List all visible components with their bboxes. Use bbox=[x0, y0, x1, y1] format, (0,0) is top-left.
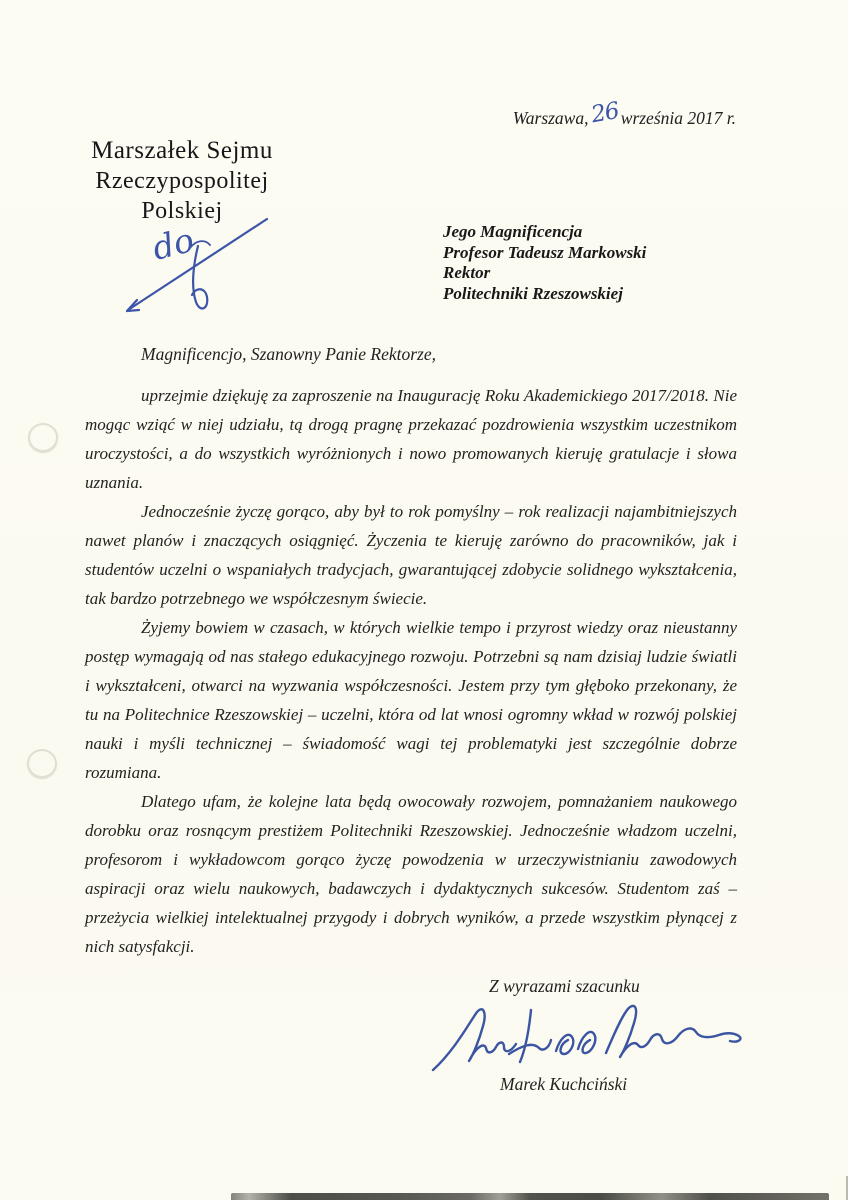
letter-paragraph-1: uprzejmie dziękuję za zaproszenie na Inaugurację Roku Akademickiego 2017/2018. Nie mogąc wziąć w niej udziału, tą drogą pragnę przekazać pozdrowienia wszystkim uczestnikom uroczystości, a do wszystkich wyróżnionych i nowo promowanych kieruję gratulacje i słowa uznania. bbox=[85, 386, 737, 492]
handwritten-day-number: 26 bbox=[589, 97, 622, 129]
hole-punch-mark-top bbox=[27, 422, 60, 454]
letter-body bbox=[85, 381, 737, 961]
annotation-arrow-head bbox=[127, 300, 139, 311]
scanner-edge-artifact bbox=[231, 1193, 829, 1200]
letterhead-subtitle: Rzeczypospolitej Polskiej bbox=[95, 168, 269, 224]
recipient-name: Profesor Tadeusz Markowski bbox=[443, 242, 647, 262]
letter-paragraph-4: Dlatego ufam, że kolejne lata będą owocowały rozwojem, pomnażaniem naukowego dorobku oraz rosnącym prestiżem Politechniki Rzeszowskiej. Jednocześnie władzom uczelni, profesorom i wykładowcom gorąco życzę powodzenia w urzeczywistnianiu zawodowych aspiracji oraz wielu naukowych, badawczych i dydaktycznych sukcesów. Studentom zaś – przeżycia wielkiej intelektualnej przygody i dobrych wyników, a przede wszystkim płynącej z nich satysfakcji. bbox=[85, 792, 737, 956]
recipient-institution: Politechniki Rzeszowskiej bbox=[443, 283, 623, 303]
date-rest: września 2017 r. bbox=[620, 108, 736, 128]
letter-paragraph-2: Jednocześnie życzę gorąco, aby był to rok pomyślny – rok realizacji najambitniejszych nawet planów i znaczących osiągnięć. Życzenia te kieruję zarówno do pracowników, jak i studentów uczelni o wspaniałych tradycjach, gwarantującej zdobycie solidnego wykształcenia, tak bardzo potrzebnego we współczesnym świecie. bbox=[85, 502, 737, 608]
date-line bbox=[512, 97, 736, 130]
letter-paragraph-3: Żyjemy bowiem w czasach, w których wielkie tempo i przyrost wiedzy oraz nieustanny postęp wymagają od nas stałego edukacyjnego rozwoju. Potrzebni są nam dzisiaj ludzie światli i wykształceni, otwarci na wyzwania współczesności. Jestem przy tym głęboko przekonany, że tu na Politechnice Rzeszowskiej – uczelni, która od lat wnosi ogromny wkład w rozwój polskiej nauki i myśli technicznej – świadomość wagi tej problematyki jest szczególnie dobrze rozumiana. bbox=[85, 618, 737, 782]
valediction: Z wyrazami szacunku bbox=[489, 976, 640, 996]
letterhead bbox=[62, 136, 302, 226]
letterhead-title: Marszałek Sejmu bbox=[91, 137, 273, 164]
recipient-honorific: Jego Magnificencja bbox=[443, 222, 583, 241]
handwritten-do-annotation bbox=[112, 214, 382, 324]
date-city: Warszawa, bbox=[512, 108, 589, 128]
recipient-title: Rektor bbox=[443, 263, 491, 282]
recipient-block bbox=[443, 222, 646, 304]
signature-autograph bbox=[425, 998, 755, 1080]
salutation: Magnificencjo, Szanowny Panie Rektorze, bbox=[141, 344, 436, 364]
annotation-handwritten-text: do bbox=[148, 220, 198, 268]
signer-name: Marek Kuchciński bbox=[500, 1074, 628, 1094]
hole-punch-mark-bottom bbox=[27, 749, 57, 778]
